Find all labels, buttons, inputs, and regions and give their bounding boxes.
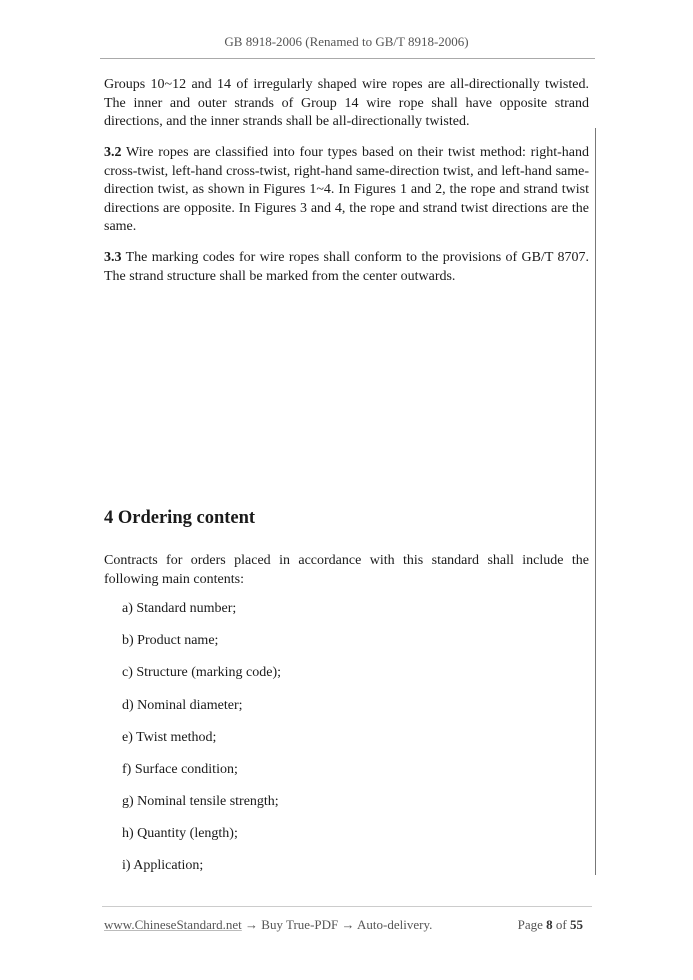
list-item: i) Application; — [122, 858, 204, 873]
clause-number: 3.2 — [104, 145, 122, 160]
list-item: g) Nominal tensile strength; — [122, 794, 279, 809]
paragraph-3-2 — [104, 144, 589, 237]
section-heading: 4 Ordering content — [104, 508, 256, 528]
list-item: a) Standard number; — [122, 601, 237, 616]
clause-number: 3.3 — [104, 250, 122, 265]
list-item: h) Quantity (length); — [122, 826, 238, 841]
current-page: 8 — [546, 917, 553, 932]
list-item: f) Surface condition; — [122, 762, 238, 777]
footer-text: → Buy True-PDF → Auto-delivery. — [241, 917, 433, 932]
list-item: b) Product name; — [122, 633, 219, 648]
paragraph-contracts: Contracts for orders placed in accordance with this standard shall include the following main contents: — [104, 553, 589, 587]
total-pages: 55 — [570, 917, 583, 932]
list-item: e) Twist method; — [122, 730, 217, 745]
clause-text: Wire ropes are classified into four types based on their twist method: right-hand cross-twist, left-hand cross-twist, right-hand same-direction twist, and left-hand same-direction twist, as shown in Figures 1~4. In Figures 1 and 2, the rope and strand twist directions are opposite. In Figures 3 and 4, the rope and strand twist directions are the same. — [104, 145, 589, 234]
page-label: Page — [517, 917, 547, 932]
clause-text: The marking codes for wire ropes shall conform to the provisions of GB/T 8707. The strand structure shall be marked from the center outwards. — [104, 250, 589, 284]
list-item: c) Structure (marking code); — [122, 665, 281, 680]
margin-bar — [595, 128, 596, 875]
paragraph-3-3 — [104, 249, 589, 286]
list-item: d) Nominal diameter; — [122, 698, 243, 713]
site-link[interactable]: www.ChineseStandard.net — [104, 917, 242, 932]
footer-divider — [102, 906, 592, 907]
footer-left — [104, 917, 432, 933]
page-number — [518, 917, 583, 933]
of-label: of — [552, 917, 570, 932]
paragraph-groups: Groups 10~12 and 14 of irregularly shaped wire ropes are all-directionally twisted. The inner and outer strands of Group 14 wire rope shall have opposite strand directions, and the inner strands shall be all-directionally twisted. — [104, 77, 589, 129]
header-divider — [100, 58, 595, 59]
page-header: GB 8918-2006 (Renamed to GB/T 8918-2006) — [224, 34, 469, 49]
